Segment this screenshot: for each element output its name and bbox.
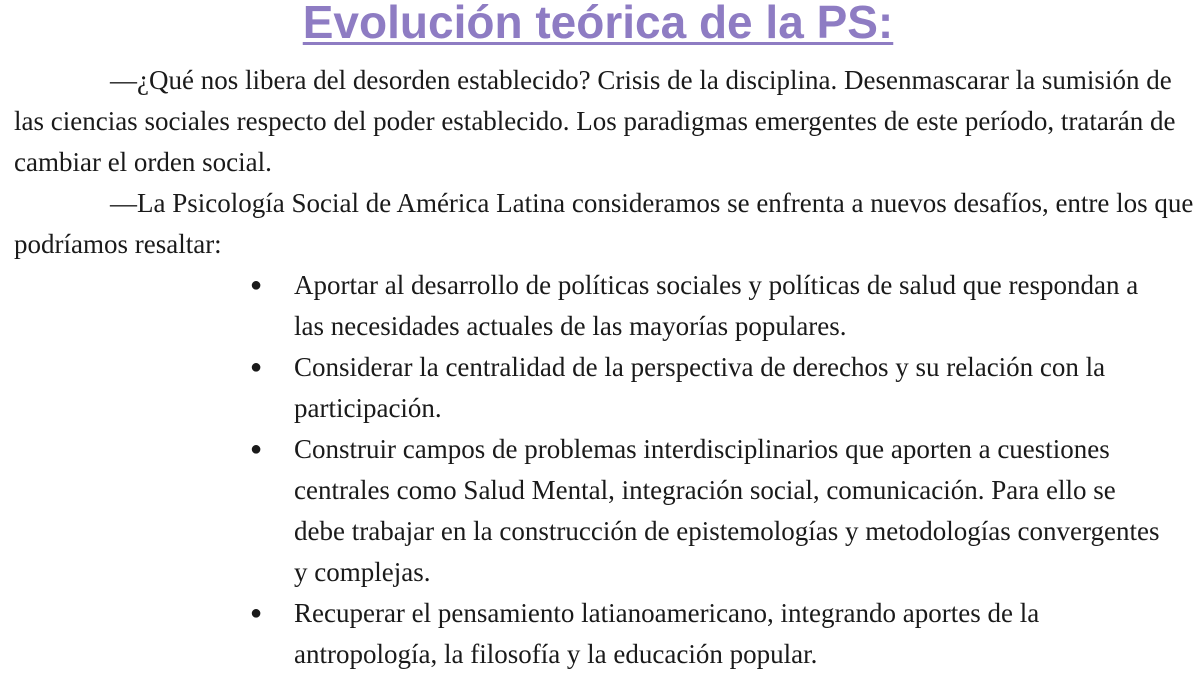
list-item [248,265,1168,347]
bullet-icon: ● [250,438,263,460]
list-item [248,347,1168,429]
challenges-list [248,265,1168,675]
list-item-text: Aportar al desarrollo de políticas sociales y políticas de salud que respondan a las necesidades actuales de las mayorías populares. [294,270,1139,341]
paragraph-challenges: —La Psicología Social de América Latina consideramos se enfrenta a nuevos desafíos, entre los que podríamos resaltar: [14,188,1194,259]
bullet-icon: ● [250,274,263,296]
bullet-icon: ● [250,356,263,378]
list-item-text: Considerar la centralidad de la perspectiva de derechos y su relación con la participación. [294,352,1106,423]
list-item [248,593,1168,675]
paragraph-crisis: —¿Qué nos libera del desorden establecido? Crisis de la disciplina. Desenmascarar la sumisión de las ciencias sociales respecto del poder establecido. Los paradigmas emergentes de este período, tratarán de cambiar el orden social. [14,65,1176,177]
list-item [248,429,1168,593]
list-item-text: Construir campos de problemas interdisciplinarios que aporten a cuestiones centrales como Salud Mental, integración social, comunicación. Para ello se debe trabajar en la construcción de epistemologías y metodologías convergentes y complejas. [294,434,1160,587]
list-item-text: Recuperar el pensamiento latianoamericano, integrando aportes de la antropología, la filosofía y la educación popular. [294,598,1040,669]
bullet-icon: ● [250,602,263,624]
page-title: Evolución teórica de la PS: [302,0,894,48]
